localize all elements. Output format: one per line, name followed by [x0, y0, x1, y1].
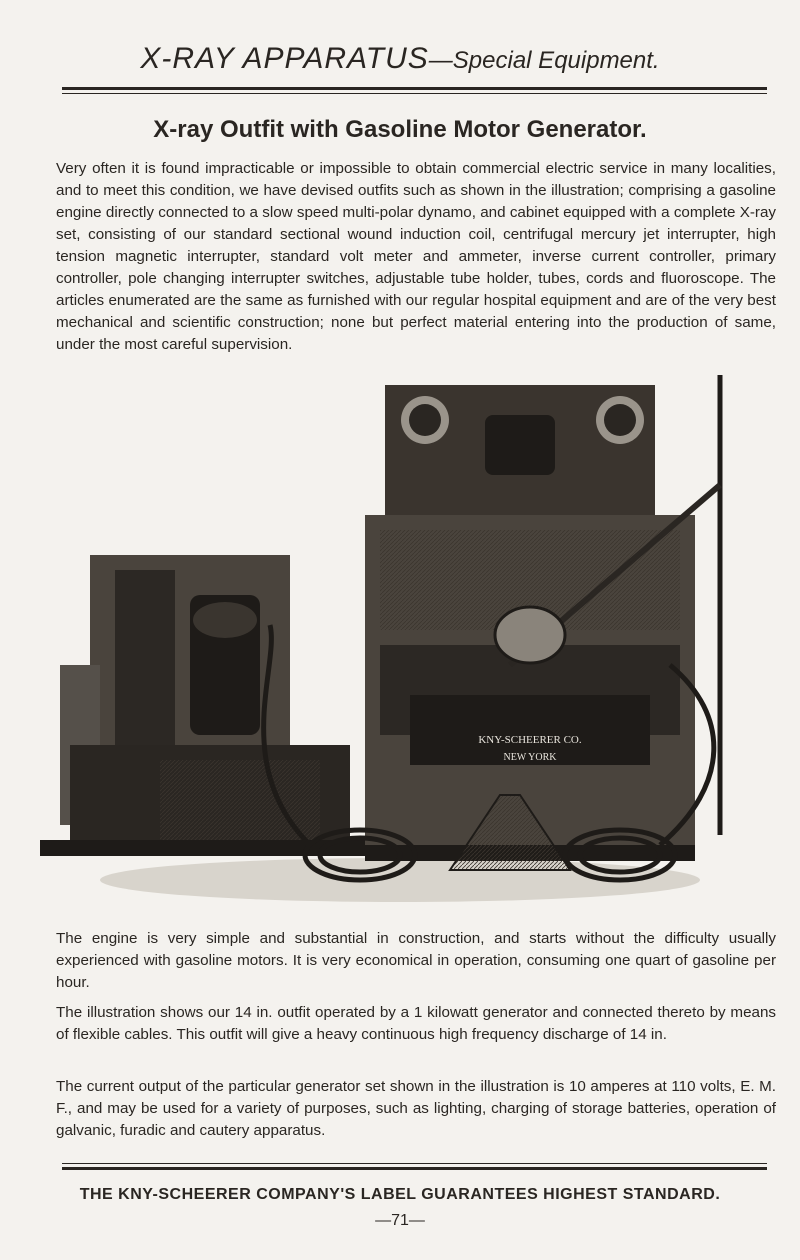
footer-slogan: THE KNY-SCHEERER COMPANY'S LABEL GUARANTEES HIGHEST STANDARD. [79, 1186, 721, 1203]
gasoline-engine [40, 555, 370, 856]
outfit-paragraph: The illustration shows our 14 in. outfit operated by a 1 kilowatt generator and connected thereto by means of flexible cables. This outfit will give a heavy continuous high frequency discharge of 14 in. [56, 1004, 776, 1043]
output-paragraph: The current output of the particular generator set shown in the illustration is 10 amperes at 110 volts, E. M. F., and may be used for a variety of purposes, such as lighting, charging of storage batteries, operation of galvanic, furadic and cautery apparatus. [56, 1078, 776, 1139]
header-title-main: X-RAY APPARATUS [140, 42, 429, 75]
intro-paragraph: Very often it is found impracticable or impossible to obtain commercial electric service in many localities, and to meet this condition, we have devised outfits such as shown in the illustration; comprising a gasoline engine directly connected to a slow speed multi-polar dynamo, and cabinet equipped with a complete X-ray set, consisting of our standard sectional wound induction coil, centrifugal mercury jet interrupter, high tension magnetic interrupter, standard volt meter and ammeter, inverse current controller, primary controller, pole changing interrupter switches, adjustable tube holder, tubes, cords and fluoroscope. The articles enumerated are the same as furnished with our regular hospital equipment and are of the very best mechanical and scientific construction; none but perfect material entering into the production of same, under the most careful supervision. [56, 160, 776, 353]
cabinet-label-line2: NEW YORK [503, 752, 557, 763]
footer-rule-thin [62, 1163, 767, 1164]
page-number: —71— [375, 1212, 425, 1229]
cabinet-label-line1: KNY-SCHEERER CO. [478, 734, 582, 746]
section-title: X-ray Outfit with Gasoline Motor Generator. [153, 116, 647, 143]
footer-rule-thick [62, 1167, 767, 1170]
page-header [0, 42, 800, 76]
engine-paragraph: The engine is very simple and substantial in construction, and starts without the difficulty usually experienced with gasoline motors. It is very economical in operation, consuming one quart of gasoline per hour. [56, 930, 776, 991]
xray-outfit-illustration [30, 365, 770, 910]
header-rule-thick [62, 87, 767, 90]
header-rule-thin [62, 93, 767, 94]
header-title-sub: —Special Equipment. [428, 47, 660, 74]
